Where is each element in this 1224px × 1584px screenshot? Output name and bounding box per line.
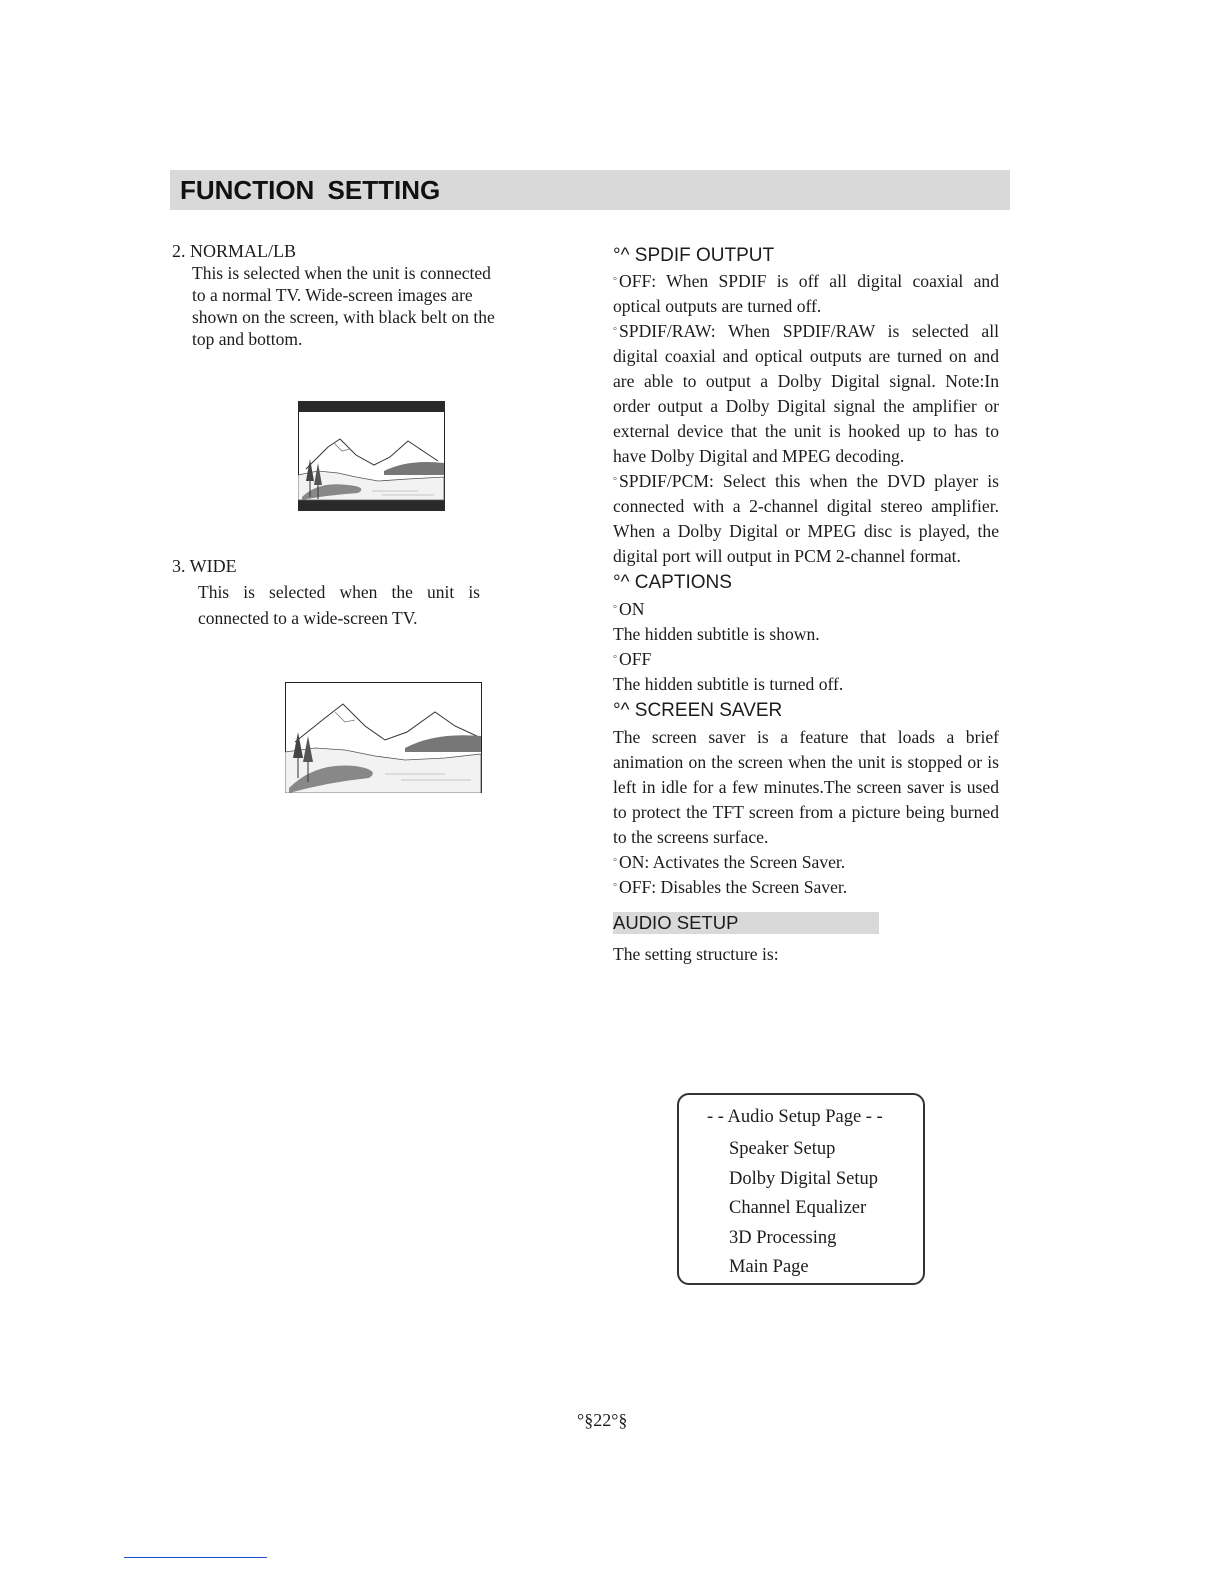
spdif-off-paragraph: ° OFF: When SPDIF is off all digital coaxial and optical outputs are turned off. <box>613 271 999 316</box>
screen-saver-off: ° OFF: Disables the Screen Saver. <box>613 877 848 897</box>
captions-on-description: The hidden subtitle is shown. <box>613 624 820 644</box>
spdif-pcm-paragraph: ° SPDIF/PCM: Select this when the DVD player is connected with a 2-channel digital stereo amplifier. When a Dolby Digital or MPEG disc is played, the digital port will output in PCM 2-channel format. <box>613 471 999 566</box>
screen-saver-heading: °^ SCREEN SAVER <box>613 700 783 721</box>
audio-setup-heading: AUDIO SETUP <box>613 912 879 934</box>
menu-item-dolby-digital-setup: Dolby Digital Setup <box>729 1168 879 1189</box>
normal-lb-description: This is selected when the unit is connected to a normal TV. Wide-screen images are shown on the screen, with black belt on the top and bottom. <box>192 263 495 349</box>
captions-on-label: ° ON <box>613 599 645 619</box>
bullet-icon: ° <box>613 654 617 665</box>
bullet-icon: ° <box>613 857 617 868</box>
wide-section <box>172 555 542 631</box>
bullet-icon: ° <box>613 476 617 487</box>
captions-off-description: The hidden subtitle is turned off. <box>613 674 844 694</box>
widescreen-illustration <box>285 682 482 793</box>
menu-item-speaker-setup: Speaker Setup <box>729 1139 836 1159</box>
normal-lb-title: 2. NORMAL/LB <box>172 241 297 261</box>
screen-saver-description: The screen saver is a feature that loads a brief animation on the screen when the unit is stopped or is left in idle for a few minutes.The screen saver is used to protect the TFT screen from a picture being burned to the screens surface. <box>613 727 999 847</box>
wide-title: 3. WIDE <box>172 556 237 576</box>
letterbox-illustration <box>298 401 445 511</box>
right-column <box>613 243 999 967</box>
footer-link-underline <box>124 1557 267 1558</box>
audio-setup-intro: The setting structure is: <box>613 944 779 964</box>
bullet-icon: ° <box>613 326 617 337</box>
menu-item-main-page: Main Page <box>729 1257 809 1278</box>
page-title: FUNCTION SETTING <box>180 175 441 205</box>
bullet-icon: ° <box>613 882 617 893</box>
audio-setup-menu-box <box>677 1093 925 1285</box>
left-column <box>172 240 542 350</box>
menu-item-channel-equalizer: Channel Equalizer <box>729 1198 867 1219</box>
menu-item-3d-processing: 3D Processing <box>729 1227 837 1248</box>
bullet-icon: ° <box>613 604 617 615</box>
spdif-output-heading: °^ SPDIF OUTPUT <box>613 245 775 266</box>
wide-description: This is selected when the unit is connected to a wide-screen TV. <box>198 582 480 628</box>
menu-title: - - Audio Setup Page - - <box>707 1107 883 1127</box>
page-number: °§22°§ <box>577 1410 628 1430</box>
section-header-bar <box>170 170 1010 210</box>
spdif-raw-paragraph: ° SPDIF/RAW: When SPDIF/RAW is selected all digital coaxial and optical outputs are turned on and are able to output a Dolby Digital signal. Note:In order output a Dolby Digital signal the amplifier or external device that the unit is hooked up to has to have Dolby Digital and MPEG decoding. <box>613 321 999 466</box>
menu-items <box>729 1135 878 1283</box>
screen-saver-on: ° ON: Activates the Screen Saver. <box>613 852 846 872</box>
captions-off-label: ° OFF <box>613 649 652 669</box>
captions-heading: °^ CAPTIONS <box>613 572 732 593</box>
bullet-icon: ° <box>613 276 617 287</box>
